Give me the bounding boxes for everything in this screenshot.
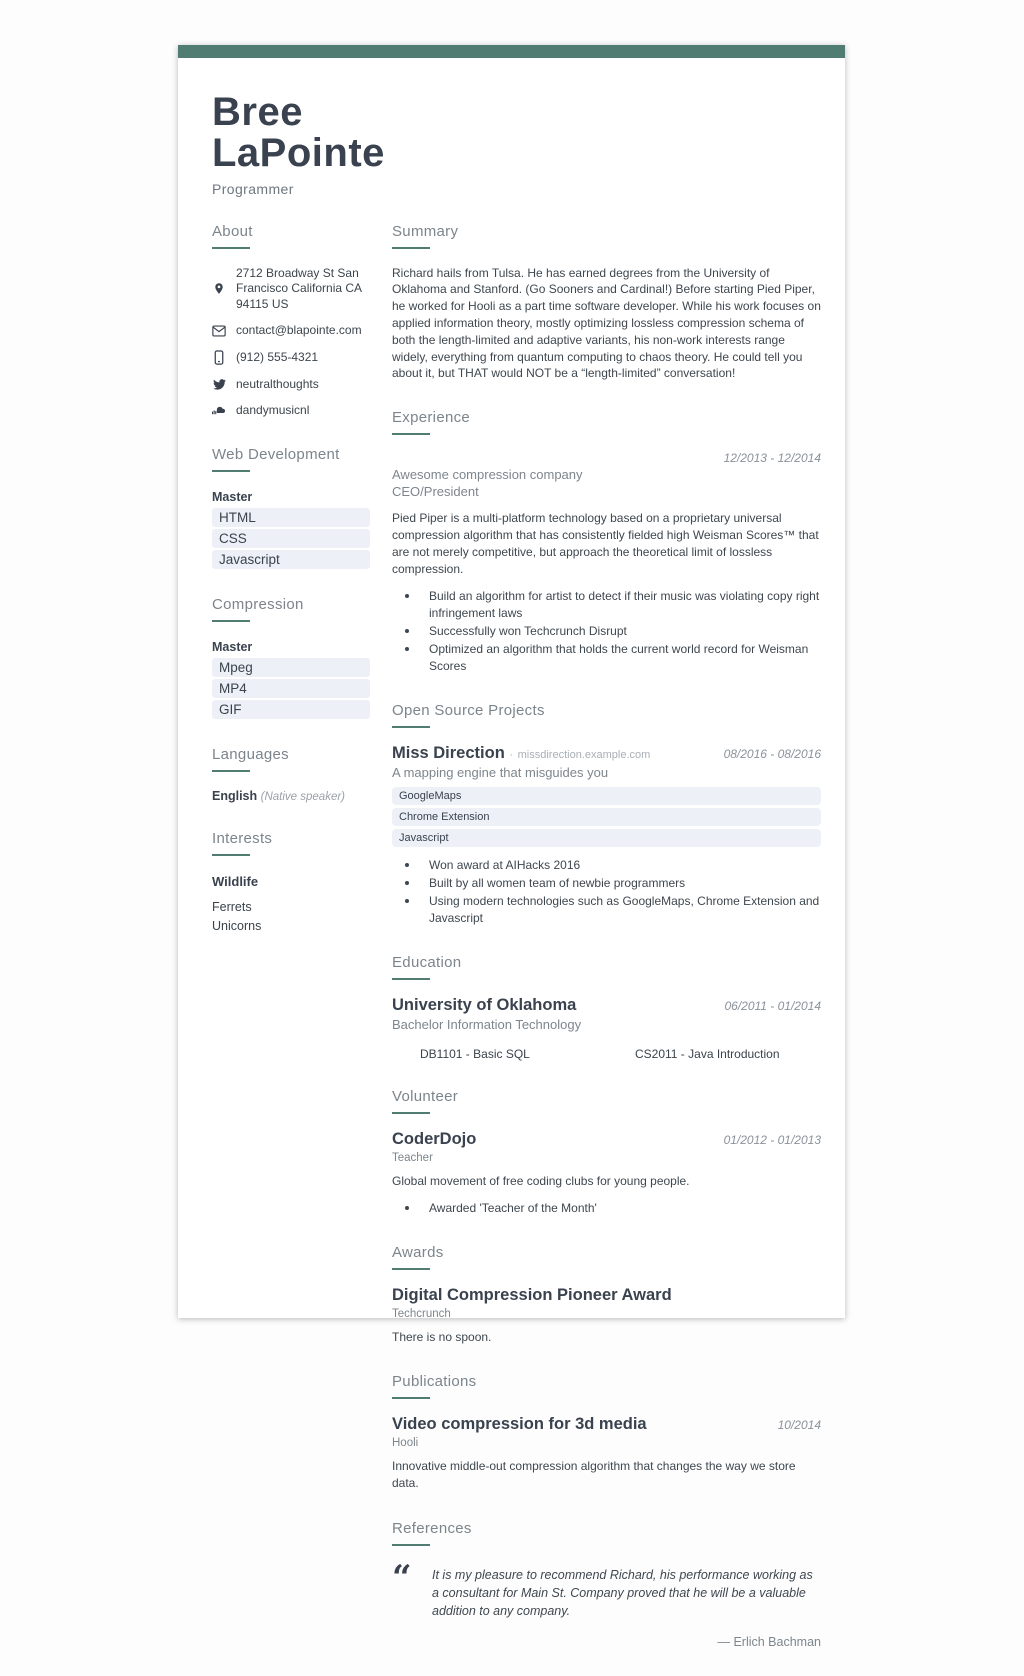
volunteer-role: Teacher (392, 1152, 433, 1165)
references-section (392, 1520, 821, 1649)
summary-heading: Summary (392, 223, 821, 249)
languages-section (212, 746, 370, 803)
experience-heading: Experience (392, 409, 821, 435)
skill-item: HTML (212, 508, 370, 527)
bullet-dot (405, 881, 409, 885)
bullet-dot (405, 594, 409, 598)
interest-item: Ferrets (212, 899, 252, 914)
web-development-section (212, 446, 370, 569)
bullet-item: Optimized an algorithm that holds the current world record for Weisman Scores (392, 641, 821, 675)
award-title: Digital Compression Pioneer Award (392, 1286, 672, 1305)
language-entry (212, 789, 370, 803)
bullet-item: Using modern technologies such as GoogleMaps, Chrome Extension and Javascript (392, 893, 821, 927)
summary-text: Richard hails from Tulsa. He has earned degrees from the University of Oklahoma and Stanford. (Go Sooners and Cardinal!) Before starting Pied Piper, he worked for Hooli as a part time software developer. While his work focuses on applied information theory, mostly optimizing lossless compression schema of both the length-limited and adaptive variants, his non-work interests range widely, everything from quantum computing to chaos theory. He could tell you about it, but THAT would NOT be a “length-limited” conversation! (392, 265, 821, 381)
address-text: 2712 Broadway St San Francisco California CA 94115 US (236, 265, 362, 311)
course-item: CS2011 - Java Introduction (635, 1047, 780, 1062)
projects-heading: Open Source Projects (392, 702, 821, 728)
about-section (212, 223, 370, 419)
interest-item: Unicorns (212, 918, 262, 933)
project-bullet-list (392, 857, 821, 927)
sidebar (212, 223, 370, 1676)
interests-section (212, 830, 370, 933)
project-tagline: A mapping engine that misguides you (392, 765, 609, 781)
skill-level-label: Master (212, 639, 253, 654)
compression-heading: Compression (212, 596, 370, 622)
projects-section (392, 702, 821, 927)
skill-item: Mpeg (212, 658, 370, 677)
education-date: 06/2011 - 01/2014 (724, 999, 821, 1014)
about-heading: About (212, 223, 370, 249)
envelope-icon (212, 325, 226, 337)
person-name: Bree LaPointe (212, 90, 385, 175)
project-tag: Javascript (392, 829, 821, 847)
awards-section (392, 1244, 821, 1346)
volunteer-organization: CoderDojo (392, 1130, 477, 1149)
experience-company: Awesome compression company (392, 467, 583, 483)
project-tag-list (392, 787, 821, 847)
bullet-item: Successfully won Techcrunch Disrupt (392, 623, 821, 640)
languages-heading: Languages (212, 746, 370, 772)
bullet-dot (405, 863, 409, 867)
volunteer-heading: Volunteer (392, 1088, 821, 1114)
accent-topbar (178, 45, 845, 58)
bullet-dot (405, 647, 409, 651)
reference-quote-block (392, 1566, 821, 1620)
quote-icon (392, 1566, 418, 1620)
resume-sheet (178, 45, 845, 1649)
twitter-handle-text[interactable]: neutralthoughts (236, 376, 319, 391)
course-item: DB1101 - Basic SQL (420, 1047, 530, 1062)
language-name: English (212, 788, 258, 803)
bullet-item: Build an algorithm for artist to detect if their music was violating copy right infringement laws (392, 588, 821, 622)
experience-date: 12/2013 - 12/2014 (723, 451, 821, 466)
award-awarder: Techcrunch (392, 1308, 451, 1321)
references-heading: References (392, 1520, 821, 1546)
contact-address (212, 266, 370, 313)
location-pin-icon (212, 281, 226, 296)
volunteer-description: Global movement of free coding clubs for young people. (392, 1174, 690, 1189)
contact-phone (212, 350, 370, 366)
soundcloud-handle-text[interactable]: dandymusicnl (236, 403, 310, 418)
skill-item: CSS (212, 529, 370, 548)
resume-header (212, 92, 821, 197)
reference-quote-text: It is my pleasure to recommend Richard, his performance working as a consultant for Main St. Company proved that he will be a valuable addition to any company. (432, 1567, 813, 1618)
project-tag: Chrome Extension (392, 808, 821, 826)
publications-section (392, 1373, 821, 1492)
person-job-title: Programmer (212, 180, 294, 197)
compression-section (212, 596, 370, 719)
publications-heading: Publications (392, 1373, 821, 1399)
twitter-icon (212, 378, 226, 390)
project-date: 08/2016 - 08/2016 (723, 747, 821, 762)
experience-bullet-list (392, 588, 821, 675)
project-link[interactable]: missdirection.example.com (517, 749, 651, 762)
bullet-dot (405, 1206, 409, 1210)
contact-list (212, 266, 370, 419)
contact-email (212, 323, 370, 339)
skill-level-label: Master (212, 489, 253, 504)
course-list (392, 1047, 821, 1061)
education-degree: Bachelor Information Technology (392, 1017, 582, 1033)
experience-section (392, 409, 821, 675)
skill-item: GIF (212, 700, 370, 719)
experience-role: CEO/President (392, 484, 479, 500)
interests-heading: Interests (212, 830, 370, 856)
language-note: (Native speaker) (260, 790, 346, 803)
education-heading: Education (392, 954, 821, 980)
publication-date: 10/2014 (777, 1418, 821, 1433)
experience-description: Pied Piper is a multi-platform technology based on a proprietary universal compression algorithm that has consistently fielded high Weisman Scores™ that are not merely competitive, but approach the theoretical limit of lossless compression. (392, 510, 819, 577)
bullet-item: Won award at AIHacks 2016 (392, 857, 821, 874)
web-development-heading: Web Development (212, 446, 370, 472)
volunteer-date: 01/2012 - 01/2013 (723, 1133, 821, 1148)
award-summary: There is no spoon. (392, 1330, 492, 1345)
interest-group-label: Wildlife (212, 873, 259, 889)
soundcloud-icon (212, 405, 226, 417)
publication-title: Video compression for 3d media (392, 1415, 647, 1434)
skill-item: MP4 (212, 679, 370, 698)
summary-section (392, 223, 821, 383)
project-separator: · (509, 749, 514, 762)
education-section (392, 954, 821, 1061)
bullet-dot (405, 629, 409, 633)
contact-soundcloud (212, 403, 370, 419)
main-column (392, 223, 821, 1676)
reference-attribution: — Erlich Bachman (717, 1634, 821, 1649)
phone-text: (912) 555-4321 (236, 349, 319, 364)
email-text[interactable]: contact@blapointe.com (236, 323, 362, 338)
publication-publisher: Hooli (392, 1437, 419, 1450)
volunteer-bullet-list (392, 1200, 821, 1217)
bullet-item: Built by all women team of newbie programmers (392, 875, 821, 892)
project-title: Miss Direction · missdirection.example.com (392, 744, 651, 763)
education-school: University of Oklahoma (392, 996, 577, 1015)
bullet-dot (405, 899, 409, 903)
bullet-item: Awarded 'Teacher of the Month' (392, 1200, 821, 1217)
mobile-phone-icon (212, 350, 226, 365)
contact-twitter (212, 377, 370, 393)
volunteer-section (392, 1088, 821, 1217)
publication-summary: Innovative middle-out compression algorithm that changes the way we store data. (392, 1459, 796, 1491)
project-tag: GoogleMaps (392, 787, 821, 805)
awards-heading: Awards (392, 1244, 821, 1270)
skill-item: Javascript (212, 550, 370, 569)
